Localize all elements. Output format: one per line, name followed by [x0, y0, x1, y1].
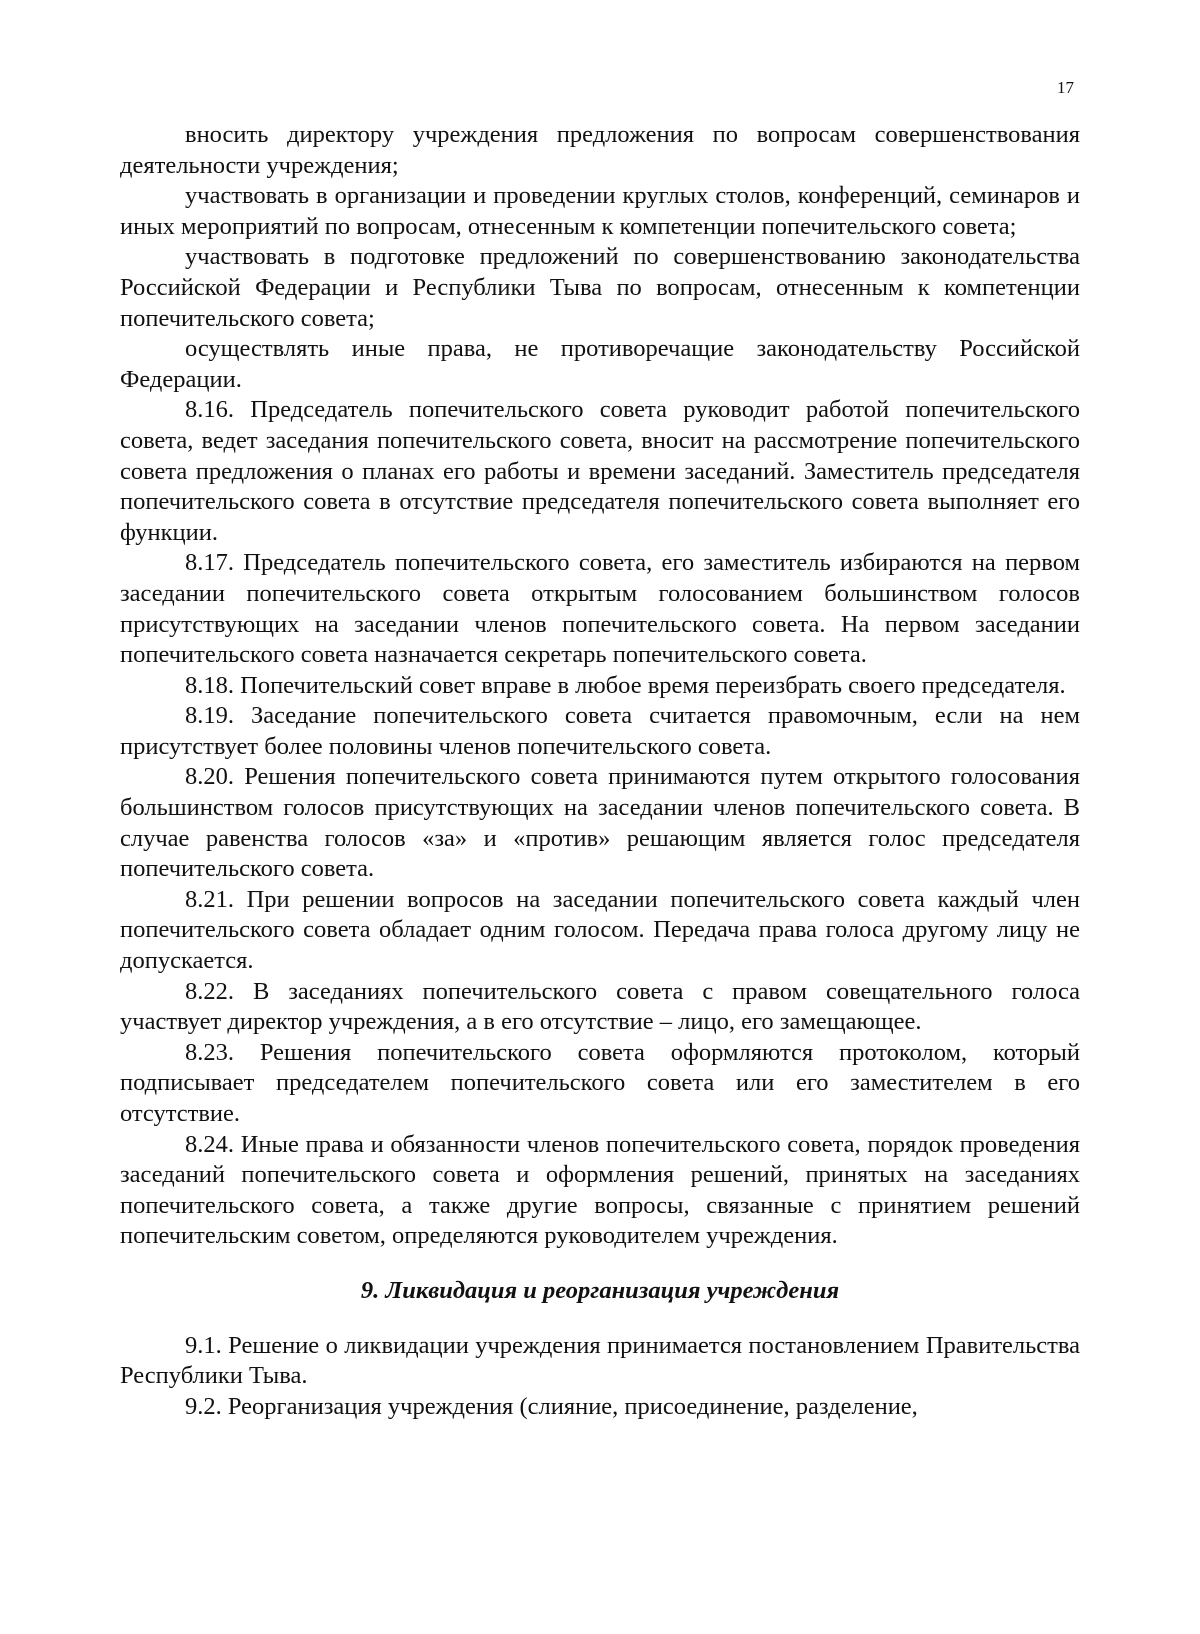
paragraph-8-21: 8.21. При решении вопросов на заседании попечительского совета каждый член попечительского совета обладает одним голосом. Передача права голоса другому лицу не допускается. [120, 885, 1080, 975]
paragraph-8-16: 8.16. Председатель попечительского совета руководит работой попечительского совета, ведет заседания попечительского совета, вносит на рассмотрение попечительского совета предложения о планах его работы и времени заседаний. Заместитель председателя попечительского совета в отсутствие председателя попечительского совета выполняет его функции. [120, 396, 1080, 546]
paragraph-participate-legislation: участвовать в подготовке предложений по совершенствованию законодательства Российской Федерации и Республики Тыва по вопросам, отнесенным к компетенции попечительского совета; [120, 243, 1080, 332]
paragraph-participate-events: участвовать в организации и проведении круглых столов, конференций, семинаров и иных мероприятий по вопросам, отнесенным к компетенции попечительского совета; [120, 182, 1080, 240]
paragraph-8-20: 8.20. Решения попечительского совета принимаются путем открытого голосования большинством голосов присутствующих на заседании членов попечительского совета. В случае равенства голосов «за» и «против» решающим является голос председателя попечительского совета. [120, 763, 1080, 883]
paragraph-8-24: 8.24. Иные права и обязанности членов попечительского совета, порядок проведения заседаний попечительского совета и оформления решений, принятых на заседаниях попечительского совета, а также другие вопросы, связанные с принятием решений попечительским советом, определяются руководителем учреждения. [120, 1130, 1080, 1250]
section-heading-liquidation: 9. Ликвидация и реорганизация учреждения [360, 1276, 840, 1304]
paragraph-8-18: 8.18. Попечительский совет вправе в любое время переизбрать своего председателя. [185, 671, 1066, 699]
paragraph-8-23: 8.23. Решения попечительского совета оформляются протоколом, который подписывает председателем попечительского совета или его заместителем в его отсутствие. [120, 1038, 1080, 1127]
paragraph-8-22: 8.22. В заседаниях попечительского совета с правом совещательного голоса участвует директор учреждения, а в его отсутствие – лицо, его замещающее. [120, 977, 1080, 1036]
paragraph-9-1: 9.1. Решение о ликвидации учреждения принимается постановлением Правительства Республики Тыва. [120, 1331, 1080, 1390]
page-number: 17 [1057, 78, 1074, 97]
paragraph-9-2: 9.2. Реорганизация учреждения (слияние, присоединение, разделение, [185, 1392, 918, 1420]
document-body [120, 120, 1080, 1422]
paragraph-propose-to-director: вносить директору учреждения предложения по вопросам совершенствования деятельности учреждения; [120, 121, 1080, 179]
paragraph-other-rights: осуществлять иные права, не противоречащие законодательству Российской Федерации. [120, 335, 1080, 393]
paragraph-8-17: 8.17. Председатель попечительского совета, его заместитель избираются на первом заседании попечительского совета открытым голосованием большинством голосов присутствующих на заседании членов попечительского совета. На первом заседании попечительского совета назначается секретарь попечительского совета. [120, 549, 1080, 669]
paragraph-8-19: 8.19. Заседание попечительского совета считается правомочным, если на нем присутствует более половины членов попечительского совета. [120, 702, 1080, 760]
